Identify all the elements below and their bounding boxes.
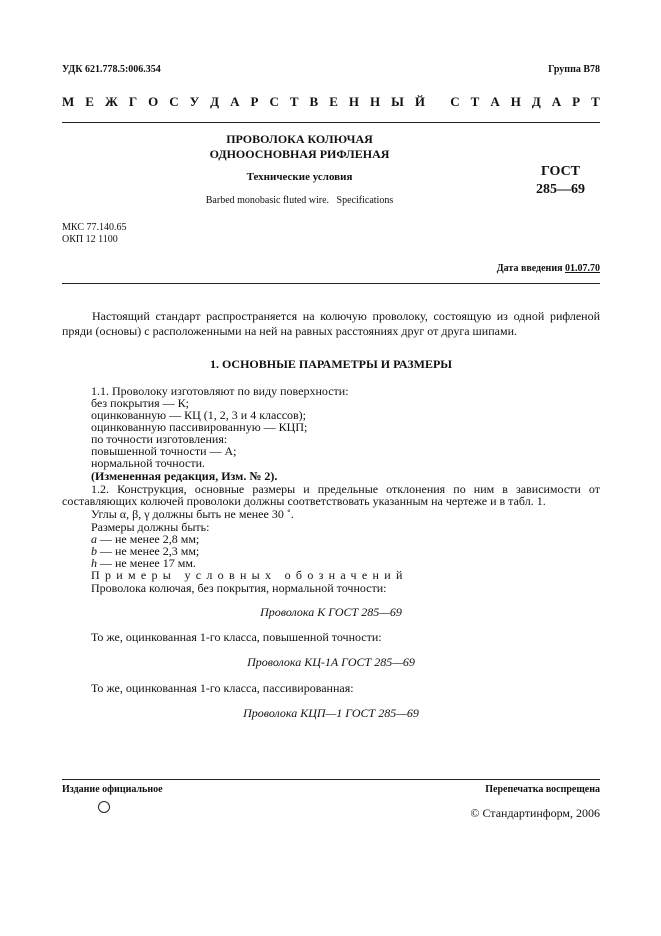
official-edition: Издание официальное — [62, 784, 163, 795]
banner-letter: Ж — [104, 94, 118, 109]
banner-letter — [436, 94, 439, 118]
banner-letter: А — [230, 94, 240, 109]
p11-line-3: оцинкованную — КЦ (1, 2, 3 и 4 классов); — [91, 408, 307, 422]
circle-mark-icon — [98, 801, 110, 813]
banner-letter: С — [269, 94, 279, 109]
dim-b-text: — не менее 2,3 мм; — [97, 544, 200, 558]
banner-letter: Г — [128, 94, 138, 109]
example-3-designation: Проволока КЦП—1 ГОСТ 285—69 — [243, 706, 419, 720]
intro-date-value: 01.07.70 — [565, 263, 600, 274]
banner-letter: Р — [250, 94, 259, 109]
title-line-2: ОДНООСНОВНАЯ РИФЛЕНАЯ — [209, 147, 390, 161]
top-divider — [62, 122, 600, 123]
banner-letter: Т — [289, 94, 299, 109]
copyright: © Стандартинформ, 2006 — [470, 806, 600, 820]
banner-letter: С — [450, 94, 460, 109]
dims-intro: Размеры должны быть: — [91, 520, 210, 534]
banner-letter: В — [309, 94, 319, 109]
banner-letter: Т — [591, 94, 600, 109]
banner-letter: Ы — [391, 94, 404, 109]
banner-letter: Т — [470, 94, 480, 109]
intro-date-label: Дата введения — [496, 263, 565, 274]
banner-letter: О — [148, 94, 159, 109]
gost-code — [523, 163, 598, 199]
banner-letter: Д — [210, 94, 220, 109]
p11-line-5: по точности изготовления: — [91, 432, 228, 446]
banner-letter: У — [189, 94, 200, 109]
angles-line: Углы α, β, γ должны быть не менее 30 ˚. — [91, 507, 294, 521]
examples-header: Примеры условных обозначений — [91, 568, 408, 582]
banner-letter: Д — [531, 94, 541, 109]
banner-letter: Е — [85, 94, 94, 109]
dim-h-var: h — [91, 556, 97, 570]
section-1-heading: 1. ОСНОВНЫЕ ПАРАМЕТРЫ И РАЗМЕРЫ — [209, 357, 453, 371]
reprint-prohibited: Перепечатка воспрещена — [485, 784, 600, 795]
banner-letter: Н — [348, 94, 359, 109]
dim-a-var: a — [91, 532, 97, 546]
intro-date — [497, 263, 600, 274]
banner-letter: Й — [414, 94, 425, 109]
gost-label: ГОСТ — [540, 164, 581, 179]
mks-code: МКС 77.140.65 — [62, 222, 127, 233]
english-title: Barbed monobasic fluted wire. Specifications — [205, 195, 394, 206]
okp-code: ОКП 12 1100 — [62, 234, 118, 245]
banner-letter: Н — [369, 94, 381, 109]
subtitle: Технические условия — [246, 171, 353, 183]
p11-line-4: оцинкованную пассивированную — КЦП; — [91, 420, 308, 434]
p11-line-1: 1.1. Проволоку изготовляют по виду поверхности: — [91, 384, 349, 398]
revision-note: (Измененная редакция, Изм. № 2). — [91, 469, 278, 483]
middle-divider — [62, 283, 600, 284]
p11-line-2: без покрытия — К; — [91, 396, 189, 410]
banner-letter: С — [169, 94, 179, 109]
p11-line-6: повышенной точности — А; — [91, 444, 237, 458]
example-1-designation: Проволока К ГОСТ 285—69 — [260, 605, 402, 619]
example-1-text: Проволока колючая, без покрытия, нормальной точности: — [91, 581, 387, 595]
example-2-designation: Проволока КЦ-1А ГОСТ 285—69 — [247, 655, 415, 669]
banner-letter: Н — [510, 94, 521, 109]
dim-a-text: — не менее 2,8 мм; — [97, 532, 200, 546]
title-line-1: ПРОВОЛОКА КОЛЮЧАЯ — [226, 132, 373, 146]
p11-line-7: нормальной точности. — [91, 456, 206, 470]
udk-code: УДК 621.778.5:006.354 — [62, 64, 161, 75]
banner-letter: М — [62, 94, 75, 109]
p12-paragraph: 1.2. Конструкция, основные размеры и предельные отклонения по ним в зависимости от составляющих колючей проволоки должны соответствовать указанным на чертеже и в табл. 1. — [62, 482, 600, 508]
gost-number: 285—69 — [536, 182, 585, 197]
banner-letter: Р — [572, 94, 581, 109]
banner-letter: А — [490, 94, 500, 109]
dim-h-text: — не менее 17 мм. — [97, 556, 196, 570]
dim-b-var: b — [91, 544, 97, 558]
example-2-text: То же, оцинкованная 1-го класса, повышенной точности: — [91, 630, 382, 644]
banner-letter: Е — [329, 94, 338, 109]
interstate-standard-banner — [62, 94, 600, 118]
banner-letter: А — [551, 94, 562, 109]
example-3-text: То же, оцинкованная 1-го класса, пассивированная: — [91, 681, 354, 695]
group-code: Группа В78 — [548, 64, 600, 75]
scope-paragraph: Настоящий стандарт распространяется на колючую проволоку, состоящую из одной рифленой пряди (основы) с расположенными на ней на равных расстояниях друг от друга шипами. — [62, 309, 600, 338]
bottom-divider — [62, 779, 600, 780]
